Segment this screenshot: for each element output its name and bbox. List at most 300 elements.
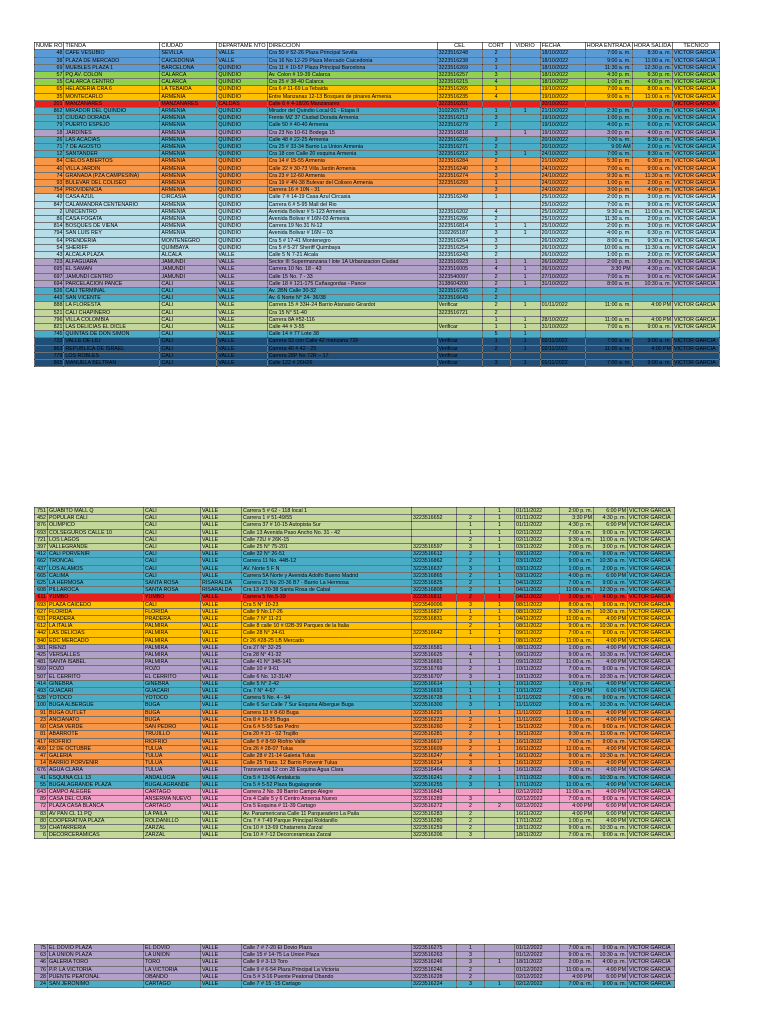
cell-cel: 3138604200 bbox=[437, 280, 482, 287]
cell-tecnico: VICTOR GARCIA bbox=[673, 244, 720, 251]
table-row bbox=[35, 788, 675, 795]
cell-numero: 35 bbox=[35, 93, 64, 100]
cell-hora-entrada: 9:00 a. m. bbox=[560, 702, 594, 709]
cell-fecha: 27/10/2022 bbox=[540, 273, 585, 280]
cell-direccion: Carrera 37 # 10-15 Autopista Sur bbox=[242, 522, 412, 529]
cell-hora-salida: 9:00 a. m. bbox=[594, 666, 628, 673]
cell-cel: 3223516259 bbox=[412, 824, 457, 831]
cell-tienda: ROZO bbox=[48, 666, 144, 673]
cell-hora-entrada: 9:00 a. m. bbox=[560, 824, 594, 831]
table-row bbox=[35, 508, 675, 515]
cell-ciudad: ARMENIA bbox=[160, 201, 217, 208]
cell-cel: 3223516300 bbox=[412, 702, 457, 709]
cell-direccion: Calle 6 Sur Calle 7 Sur Esquina Albergue Buga bbox=[242, 702, 412, 709]
cell-tienda: P.P. LA VICTORIA bbox=[48, 966, 144, 973]
cell-departamento: VALLE bbox=[201, 817, 242, 824]
cell-vidrio: 1 bbox=[510, 273, 540, 280]
cell-hora-salida: 4:00 p. m. bbox=[632, 79, 672, 86]
cell-cort: 1 bbox=[482, 86, 510, 93]
cell-tecnico: VICTOR GARCIA bbox=[628, 558, 675, 565]
cell-direccion: AV. Norte 5 F N bbox=[242, 565, 412, 572]
table-row bbox=[35, 230, 720, 237]
cell-tienda: ANCIANATO bbox=[48, 716, 144, 723]
cell-tienda: FLORIDA bbox=[48, 608, 144, 615]
cell-cort: 1 bbox=[457, 659, 485, 666]
cell-cel: 3223516923 bbox=[437, 259, 482, 266]
cell-numero: 425 bbox=[35, 652, 48, 659]
cell-ciudad: PALMIRA bbox=[144, 630, 201, 637]
cell-ciudad: EL DOVIO bbox=[144, 945, 201, 952]
cell-fecha: 04/11/2022 bbox=[515, 616, 560, 623]
cell-tienda: COLSEGUROS CALLE 10 bbox=[48, 529, 144, 536]
cell-hora-entrada: 7:00 a. m. bbox=[585, 50, 632, 57]
cell-tienda: CALAMANDRA CENTENARIO bbox=[64, 201, 160, 208]
table-row bbox=[35, 187, 720, 194]
cell-numero: 521 bbox=[35, 309, 64, 316]
cell-hora-salida bbox=[632, 331, 672, 338]
cell-numero: 722 bbox=[35, 338, 64, 345]
cell-departamento: QUINDIO bbox=[217, 64, 267, 71]
cell-direccion: Carrera 5A Norte y Avenida Adolfo Bueno Madrid bbox=[242, 572, 412, 579]
cell-fecha: 25/10/2022 bbox=[540, 215, 585, 222]
cell-ciudad: CARTAGO bbox=[144, 981, 201, 988]
cell-numero: 57 bbox=[35, 71, 64, 78]
cell-numero: 493 bbox=[35, 688, 48, 695]
cell-vidrio bbox=[485, 952, 515, 959]
cell-vidrio: 1 bbox=[485, 659, 515, 666]
cell-departamento: VALLE bbox=[217, 266, 267, 273]
cell-cort: 3 bbox=[457, 981, 485, 988]
cell-ciudad: CALI bbox=[144, 508, 201, 515]
cell-cort: 3 bbox=[482, 237, 510, 244]
cell-tecnico: VICTOR GARCIA bbox=[628, 973, 675, 980]
cell-hora-salida: 4:00 PM bbox=[594, 680, 628, 687]
cell-fecha: 04/11/2022 bbox=[515, 587, 560, 594]
cell-cel: 3223516238 bbox=[437, 57, 482, 64]
cell-ciudad: SANTA ROSA bbox=[144, 587, 201, 594]
cell-direccion: Calle 7 # 7-20 El Dovio Plaza bbox=[242, 945, 412, 952]
cell-numero: 526 bbox=[35, 288, 64, 295]
cell-cort: 2 bbox=[482, 302, 510, 309]
cell-fecha: 11/11/2022 bbox=[515, 702, 560, 709]
cell-direccion: Calle 7 # 15 -15 Cartago bbox=[242, 981, 412, 988]
cell-direccion: Cra 13 # 20-38 Santa Rosa de Cabal bbox=[242, 587, 412, 594]
cell-hora-salida: 4:00 PM bbox=[632, 316, 672, 323]
cell-cort: 4 bbox=[482, 266, 510, 273]
cell-departamento: VALLE bbox=[201, 803, 242, 810]
cell-cort: 2 bbox=[482, 122, 510, 129]
cell-cort: 2 bbox=[457, 731, 485, 738]
cell-cel bbox=[437, 201, 482, 208]
cell-ciudad: PALMIRA bbox=[144, 623, 201, 630]
cell-ciudad: PRADERA bbox=[144, 616, 201, 623]
cell-hora-entrada: 7:00 a. m. bbox=[585, 273, 632, 280]
cell-vidrio bbox=[510, 215, 540, 222]
cell-numero: 452 bbox=[35, 515, 48, 522]
cell-direccion: Carrera 10 No. 18 - 43 bbox=[267, 266, 437, 273]
cell-hora-entrada: 8:00 a. m. bbox=[585, 280, 632, 287]
cell-fecha bbox=[540, 309, 585, 316]
cell-fecha: 02/11/2022 bbox=[540, 345, 585, 352]
cell-numero: 442 bbox=[35, 630, 48, 637]
cell-departamento: VALLE bbox=[217, 331, 267, 338]
cell-tecnico: VICTOR GARCIA bbox=[673, 187, 720, 194]
cell-cel: 3223516263 bbox=[412, 952, 457, 959]
cell-hora-entrada: 9:00 a. m. bbox=[560, 673, 594, 680]
cell-vidrio bbox=[510, 187, 540, 194]
cell-tecnico: VICTOR GARCIA bbox=[673, 360, 720, 367]
cell-tecnico: VICTOR GARCIA bbox=[628, 587, 675, 594]
cell-cort: 4 bbox=[482, 79, 510, 86]
cell-cel: 3223516249 bbox=[437, 194, 482, 201]
cell-hora-salida: 9:00 a. m. bbox=[632, 201, 672, 208]
table-row bbox=[35, 194, 720, 201]
cell-ciudad: ARMENIA bbox=[160, 129, 217, 136]
cell-fecha: 09/11/2022 bbox=[515, 630, 560, 637]
cell-tienda: SAN JERONIMO bbox=[48, 981, 144, 988]
cell-hora-salida: 8:00 a. m. bbox=[632, 86, 672, 93]
cell-hora-salida: 12:30 p. m. bbox=[594, 587, 628, 594]
cell-cort: 2 bbox=[457, 515, 485, 522]
cell-cel: 3223516818 bbox=[437, 129, 482, 136]
cell-fecha: 28/10/2022 bbox=[540, 316, 585, 323]
table-row bbox=[35, 295, 720, 302]
cell-numero: 65 bbox=[35, 86, 64, 93]
cell-ciudad: CALI bbox=[144, 536, 201, 543]
cell-vidrio: 1 bbox=[485, 515, 515, 522]
cell-fecha: 08/11/2022 bbox=[515, 644, 560, 651]
cell-tienda: SANTANDER bbox=[64, 151, 160, 158]
cell-ciudad: CALI bbox=[144, 515, 201, 522]
cell-fecha: 01/11/2022 bbox=[515, 508, 560, 515]
cell-tecnico: VICTOR GARCIA bbox=[628, 745, 675, 752]
cell-tecnico: VICTOR GARCIA bbox=[673, 129, 720, 136]
cell-numero: 55 bbox=[35, 781, 48, 788]
cell-vidrio: 1 bbox=[510, 302, 540, 309]
cell-hora-salida: 4:30 p. m. bbox=[594, 515, 628, 522]
table-row bbox=[35, 572, 675, 579]
cell-tecnico: VICTOR GARCIA bbox=[673, 302, 720, 309]
schedule-table-1 bbox=[34, 42, 720, 367]
cell-hora-salida: 6:30 p. m. bbox=[632, 230, 672, 237]
cell-direccion: Calle 25 N° 75-201 bbox=[242, 544, 412, 551]
cell-tecnico: VICTOR GARCIA bbox=[673, 122, 720, 129]
cell-tecnico: VICTOR GARCIA bbox=[628, 738, 675, 745]
cell-departamento: QUINDIO bbox=[217, 136, 267, 143]
cell-hora-salida: 4:00 PM bbox=[594, 709, 628, 716]
cell-ciudad: CALI bbox=[144, 601, 201, 608]
cell-hora-salida: 10:30 a. m. bbox=[594, 673, 628, 680]
cell-cel bbox=[412, 637, 457, 644]
cell-hora-entrada: 2:00 p. m. bbox=[560, 594, 594, 601]
cell-tecnico: VICTOR GARCIA bbox=[628, 716, 675, 723]
cell-numero: 693 bbox=[35, 529, 48, 536]
cell-fecha: 01/11/2022 bbox=[540, 360, 585, 367]
cell-ciudad: CALI bbox=[160, 360, 217, 367]
cell-numero: 12 bbox=[35, 151, 64, 158]
cell-hora-salida: 3:00 p. m. bbox=[632, 223, 672, 230]
cell-departamento: VALLE bbox=[201, 952, 242, 959]
cell-direccion: Calle 9 # 3-13 Toro bbox=[242, 959, 412, 966]
cell-cel: 3223516280 bbox=[412, 817, 457, 824]
cell-ciudad: JAMUNDI bbox=[160, 266, 217, 273]
cell-cort: 2 bbox=[457, 810, 485, 817]
cell-tienda: RIOFRIO bbox=[48, 738, 144, 745]
cell-ciudad: CALI bbox=[160, 316, 217, 323]
cell-fecha: 16/11/2022 bbox=[515, 760, 560, 767]
cell-numero: 443 bbox=[35, 295, 64, 302]
cell-ciudad: EL CERRITO bbox=[144, 673, 201, 680]
cell-tecnico: VICTOR GARCIA bbox=[673, 223, 720, 230]
cell-fecha: 02/11/2022 bbox=[515, 536, 560, 543]
cell-fecha: 18/10/2022 bbox=[540, 57, 585, 64]
table-row bbox=[35, 832, 675, 839]
cell-vidrio: 2 bbox=[485, 803, 515, 810]
table-row bbox=[35, 702, 675, 709]
cell-hora-salida: 9:00 a. m. bbox=[632, 324, 672, 331]
cell-numero: 528 bbox=[35, 695, 48, 702]
cell-hora-entrada: 11:00 a. m. bbox=[585, 345, 632, 352]
cell-fecha: 31/10/2022 bbox=[540, 324, 585, 331]
cell-numero: 48 bbox=[35, 50, 64, 57]
cell-tecnico: VICTOR GARCIA bbox=[673, 194, 720, 201]
cell-fecha: 18/10/2022 bbox=[540, 64, 585, 71]
cell-tecnico: VICTOR GARCIA bbox=[628, 630, 675, 637]
cell-tecnico: VICTOR GARCIA bbox=[628, 601, 675, 608]
header-num: NUME RO bbox=[36, 43, 63, 49]
cell-direccion: Cra 8 # 16-35 Buga bbox=[242, 716, 412, 723]
cell-departamento: VALLE bbox=[201, 666, 242, 673]
cell-fecha: 02/12/2022 bbox=[515, 981, 560, 988]
cell-departamento: VALLE bbox=[201, 973, 242, 980]
table-row bbox=[35, 158, 720, 165]
cell-fecha: 21/10/2022 bbox=[540, 158, 585, 165]
cell-hora-salida: 8:30 a. m. bbox=[632, 136, 672, 143]
cell-tecnico: VICTOR GARCIA bbox=[628, 796, 675, 803]
table-row bbox=[35, 745, 675, 752]
cell-hora-entrada: 7:00 a. m. bbox=[585, 165, 632, 172]
cell-cort: 4 bbox=[482, 93, 510, 100]
cell-hora-salida: 2:00 p. m. bbox=[632, 143, 672, 150]
cell-vidrio: 1 bbox=[510, 338, 540, 345]
cell-departamento: VALLE bbox=[201, 774, 242, 781]
header-depto: DEPARTAME NTO bbox=[218, 43, 266, 49]
cell-direccion: Carrera 28P No 72R – 17 bbox=[267, 352, 437, 359]
cell-cel: 3223516214 bbox=[412, 760, 457, 767]
cell-vidrio: 1 bbox=[510, 360, 540, 367]
cell-vidrio: 1 bbox=[510, 107, 540, 114]
cell-hora-entrada: 11:00 a. m. bbox=[560, 709, 594, 716]
cell-cort: 3 bbox=[482, 172, 510, 179]
cell-fecha: 17/11/2022 bbox=[515, 817, 560, 824]
cell-numero: 26 bbox=[35, 136, 64, 143]
cell-cort: 2 bbox=[457, 558, 485, 565]
cell-ciudad: PALMIRA bbox=[144, 652, 201, 659]
cell-tienda: QUINTAS DE DON SIMON bbox=[64, 331, 160, 338]
cell-hora-salida: 10:30 a. m. bbox=[632, 280, 672, 287]
cell-vidrio: 1 bbox=[485, 572, 515, 579]
cell-direccion: Calle 7 # 14-19 Casa Azul Circasia bbox=[267, 194, 437, 201]
cell-fecha: 03/11/2022 bbox=[515, 558, 560, 565]
cell-vidrio: 1 bbox=[485, 522, 515, 529]
cell-cort: 4 bbox=[457, 767, 485, 774]
cell-hora-salida: 8:30 a. m. bbox=[632, 151, 672, 158]
cell-departamento: VALLE bbox=[201, 731, 242, 738]
cell-cel: 3223516255 bbox=[412, 781, 457, 788]
cell-cel: 3223516272 bbox=[412, 803, 457, 810]
table-row bbox=[35, 966, 675, 973]
cell-hora-salida: 9:00 a. m. bbox=[594, 981, 628, 988]
cell-tienda: BARRIO PORVENIR bbox=[48, 760, 144, 767]
cell-numero: 625 bbox=[35, 580, 48, 587]
cell-hora-entrada: 2:00 p. m. bbox=[585, 259, 632, 266]
cell-vidrio: 1 bbox=[485, 616, 515, 623]
cell-cel bbox=[437, 331, 482, 338]
cell-vidrio: 1 bbox=[485, 688, 515, 695]
cell-tecnico: VICTOR GARCIA bbox=[628, 709, 675, 716]
table-row bbox=[35, 688, 675, 695]
cell-tecnico: VICTOR GARCIA bbox=[673, 273, 720, 280]
cell-hora-salida: 5:00 p. m. bbox=[632, 107, 672, 114]
table-row bbox=[35, 731, 675, 738]
cell-cel: 3223516213 bbox=[437, 115, 482, 122]
table-row bbox=[35, 266, 720, 273]
cell-tienda: PRADERA bbox=[48, 616, 144, 623]
cell-departamento: VALLE bbox=[201, 616, 242, 623]
cell-ciudad: GUACARI bbox=[144, 688, 201, 695]
cell-tienda: CASA DEL CURA bbox=[48, 796, 144, 803]
cell-numero: 6 bbox=[35, 832, 48, 839]
cell-fecha: 15/11/2022 bbox=[515, 731, 560, 738]
cell-hora-salida bbox=[632, 295, 672, 302]
cell-cel: 3223516243 bbox=[437, 251, 482, 258]
cell-numero: 876 bbox=[35, 522, 48, 529]
cell-fecha: 16/11/2022 bbox=[515, 752, 560, 759]
cell-numero: 79 bbox=[35, 122, 64, 129]
cell-vidrio bbox=[510, 288, 540, 295]
cell-numero: 414 bbox=[35, 680, 48, 687]
cell-cort: 1 bbox=[482, 179, 510, 186]
cell-cort: 3 bbox=[457, 702, 485, 709]
cell-numero: 41 bbox=[35, 774, 48, 781]
cell-vidrio bbox=[485, 817, 515, 824]
cell-vidrio: 1 bbox=[485, 630, 515, 637]
cell-numero: 69 bbox=[35, 64, 64, 71]
cell-numero: 847 bbox=[35, 201, 64, 208]
table-row bbox=[35, 201, 720, 208]
cell-hora-entrada bbox=[585, 309, 632, 316]
cell-vidrio: 1 bbox=[485, 702, 515, 709]
cell-tecnico: VICTOR GARCIA bbox=[673, 324, 720, 331]
table-row bbox=[35, 64, 720, 71]
cell-direccion: Cra 16 No 12-29 Plaza Mercado Caicedonia bbox=[267, 57, 437, 64]
cell-cort: 3 bbox=[457, 673, 485, 680]
cell-hora-entrada bbox=[585, 288, 632, 295]
cell-tienda: DECORCERAMICAS bbox=[48, 832, 144, 839]
cell-direccion: Cra 23 No 10-61 Bodega 15 bbox=[267, 129, 437, 136]
cell-departamento: VALLE bbox=[201, 738, 242, 745]
table-row bbox=[35, 529, 675, 536]
cell-hora-salida: 4:00 PM bbox=[594, 781, 628, 788]
cell-numero: 794 bbox=[35, 230, 64, 237]
cell-ciudad: ARMENIA bbox=[160, 136, 217, 143]
table-row bbox=[35, 244, 720, 251]
table-row bbox=[35, 536, 675, 543]
cell-departamento: VALLE bbox=[201, 673, 242, 680]
cell-cel: 3223516464 bbox=[412, 767, 457, 774]
cell-direccion: Calle 122 # 26H26 bbox=[267, 360, 437, 367]
cell-tienda: SAN VICENTE bbox=[64, 295, 160, 302]
table-row bbox=[35, 680, 675, 687]
cell-cort: 3 bbox=[457, 796, 485, 803]
cell-tienda: AGUA CLARA bbox=[48, 767, 144, 774]
cell-cort: 1 bbox=[482, 223, 510, 230]
cell-hora-salida: 6:00 PM bbox=[594, 572, 628, 579]
cell-cel: 3223516201 bbox=[437, 100, 482, 107]
cell-direccion: Carrera 11 No. 44B-12 bbox=[242, 558, 412, 565]
cell-departamento: QUINDIO bbox=[217, 143, 267, 150]
cell-ciudad: YUMBO bbox=[144, 594, 201, 601]
cell-numero: 417 bbox=[35, 738, 48, 745]
cell-ciudad: CALI bbox=[160, 295, 217, 302]
cell-vidrio: 1 bbox=[485, 587, 515, 594]
cell-fecha: 09/11/2022 bbox=[515, 659, 560, 666]
cell-departamento: VALLE bbox=[217, 251, 267, 258]
cell-tienda: LOS ALAMOS bbox=[48, 565, 144, 572]
table-row bbox=[35, 817, 675, 824]
cell-cel: Verificar bbox=[437, 360, 482, 367]
cell-vidrio bbox=[485, 796, 515, 803]
cell-hora-entrada: 11:00 a. m. bbox=[560, 659, 594, 666]
table-row bbox=[35, 544, 675, 551]
cell-ciudad: BARCELONA bbox=[160, 64, 217, 71]
cell-vidrio bbox=[510, 93, 540, 100]
cell-departamento: VALLE bbox=[217, 280, 267, 287]
cell-ciudad: MANZANARES bbox=[160, 100, 217, 107]
cell-fecha: 02/12/2022 bbox=[515, 796, 560, 803]
cell-tienda: PQ AV. COLON bbox=[64, 71, 160, 78]
cell-tienda: COOPERATIVA PLAZA bbox=[48, 817, 144, 824]
cell-hora-entrada: 4:00 PM bbox=[560, 688, 594, 695]
cell-ciudad: ARMENIA bbox=[160, 179, 217, 186]
cell-tienda: LAS DELICIAS EL DICLE bbox=[64, 324, 160, 331]
cell-tienda: PILLAROCA bbox=[48, 587, 144, 594]
cell-ciudad: BUGA bbox=[144, 716, 201, 723]
cell-departamento: VALLE bbox=[217, 288, 267, 295]
cell-cort: 2 bbox=[457, 973, 485, 980]
cell-numero: 745 bbox=[35, 331, 64, 338]
cell-hora-salida: 4:30 p. m. bbox=[632, 266, 672, 273]
cell-ciudad: ARMENIA bbox=[160, 215, 217, 222]
header-row bbox=[35, 43, 720, 50]
cell-numero: 796 bbox=[35, 316, 64, 323]
cell-numero: 627 bbox=[35, 608, 48, 615]
cell-hora-salida: 6:00 p. m. bbox=[632, 122, 672, 129]
cell-direccion: Calle 6 # 4-18/26 Manzanares bbox=[267, 100, 437, 107]
table-row bbox=[35, 695, 675, 702]
cell-departamento: VALLE bbox=[201, 601, 242, 608]
cell-fecha: 25/10/2022 bbox=[540, 194, 585, 201]
cell-numero: 409 bbox=[35, 745, 48, 752]
cell-tecnico: VICTOR GARCIA bbox=[628, 536, 675, 543]
cell-hora-salida: 3:00 p. m. bbox=[594, 544, 628, 551]
cell-hora-entrada: 4:00 PM bbox=[560, 803, 594, 810]
cell-tecnico: VICTOR GARCIA bbox=[673, 79, 720, 86]
cell-vidrio bbox=[510, 143, 540, 150]
cell-departamento: VALLE bbox=[201, 981, 242, 988]
cell-hora-entrada: 3:30 PM bbox=[560, 515, 594, 522]
table-row bbox=[35, 724, 675, 731]
